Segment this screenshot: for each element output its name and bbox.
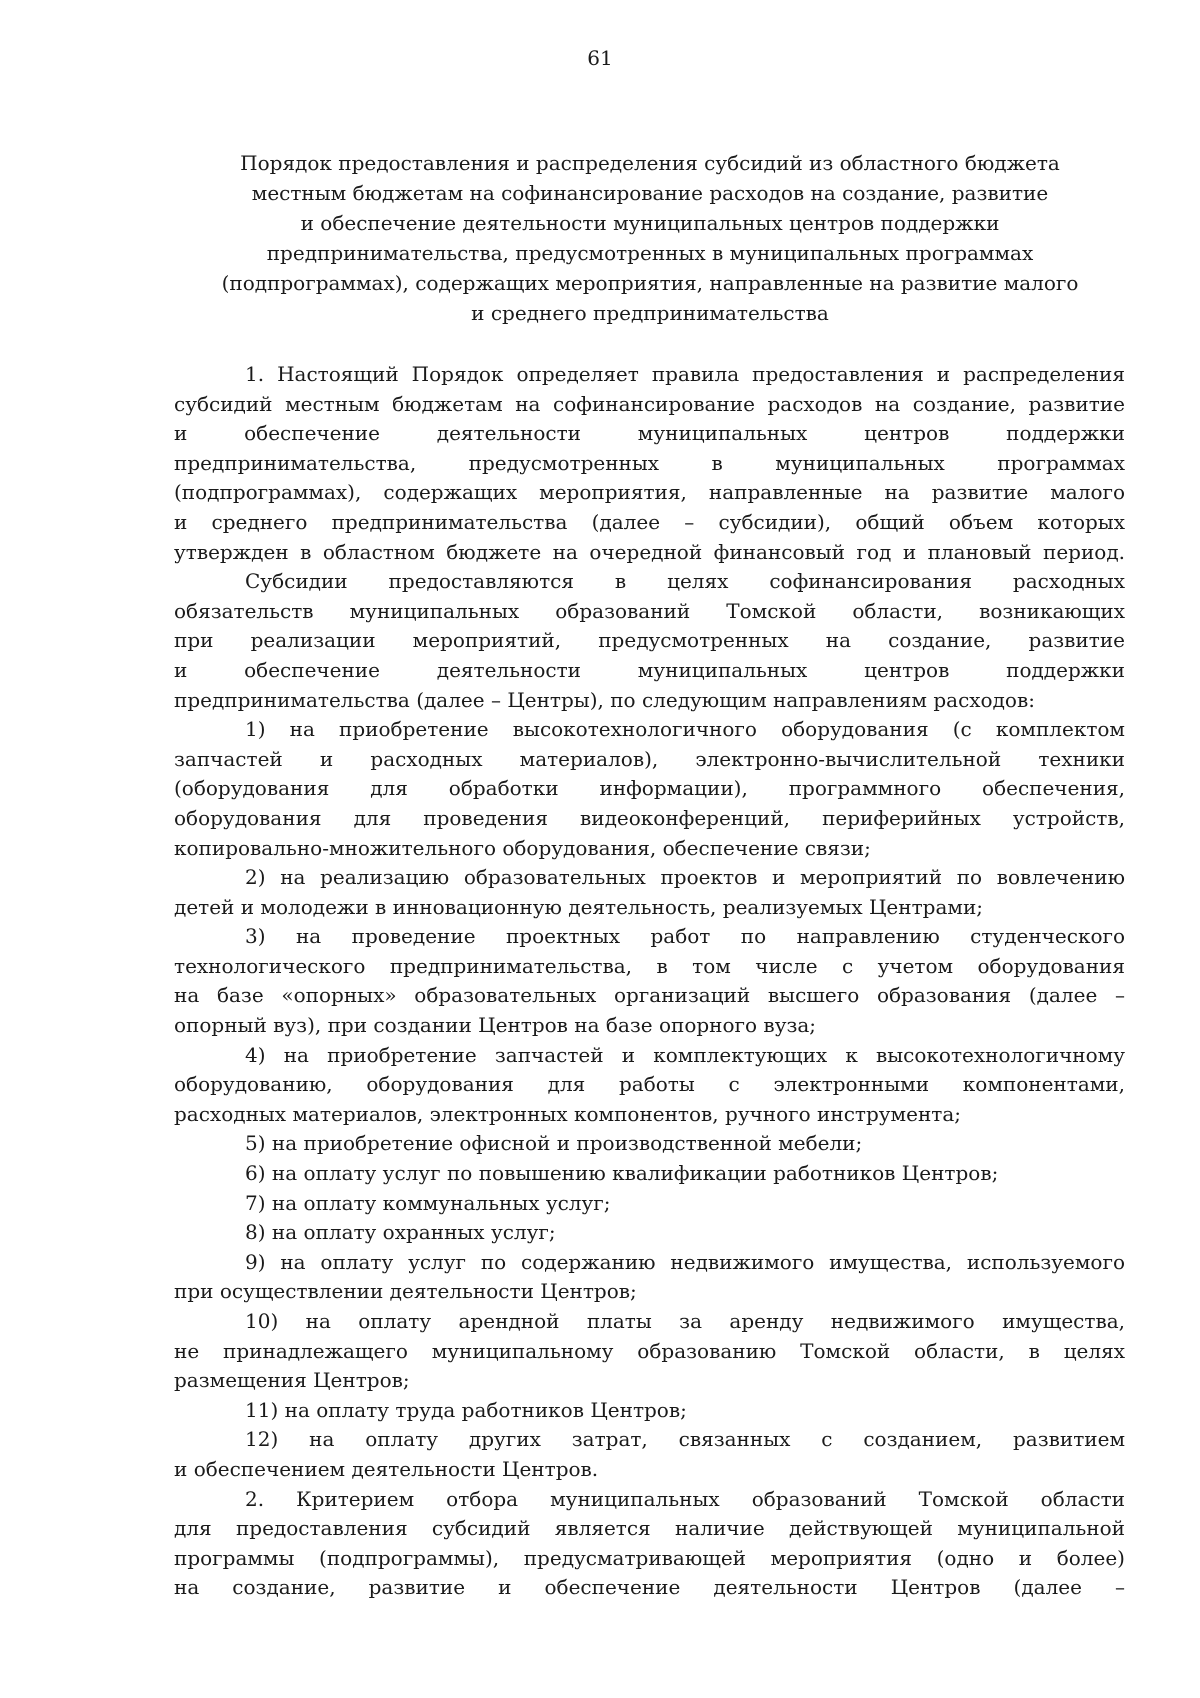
list-item-12 — [174, 1425, 1125, 1484]
text-line: 9) на оплату услуг по содержанию недвижимого имущества, используемого — [245, 1249, 1125, 1274]
text-line: на базе «опорных» образовательных организаций высшего образования (далее – — [174, 983, 1125, 1008]
text-line: (подпрограммах), содержащих мероприятия, направленные на развитие малого — [174, 480, 1125, 505]
list-item-8 — [174, 1218, 1125, 1248]
text-line: 7) на оплату коммунальных услуг; — [245, 1190, 611, 1215]
text-line: предпринимательства (далее – Центры), по следующим направлениям расходов: — [174, 687, 1035, 712]
title-line: и среднего предпринимательства — [471, 301, 829, 325]
list-item-7 — [174, 1189, 1125, 1219]
text-line: предпринимательства, предусмотренных в муниципальных программах — [174, 450, 1125, 475]
text-line: при осуществлении деятельности Центров; — [174, 1279, 637, 1304]
list-item-4 — [174, 1041, 1125, 1130]
text-line: программы (подпрограммы), предусматривающей мероприятия (одно и более) — [174, 1545, 1125, 1570]
list-item-11 — [174, 1396, 1125, 1426]
paragraph-subsidies — [174, 567, 1125, 715]
text-line: технологического предпринимательства, в том числе с учетом оборудования — [174, 953, 1125, 978]
list-item-3 — [174, 922, 1125, 1040]
text-line: размещения Центров; — [174, 1368, 410, 1393]
text-line: при реализации мероприятий, предусмотренных на создание, развитие — [174, 628, 1125, 653]
text-line: и обеспечением деятельности Центров. — [174, 1456, 599, 1481]
text-line: детей и молодежи в инновационную деятельность, реализуемых Центрами; — [174, 894, 984, 919]
list-item-5 — [174, 1129, 1125, 1159]
text-line: 6) на оплату услуг по повышению квалификации работников Центров; — [245, 1161, 999, 1186]
text-line: 1) на приобретение высокотехнологичного оборудования (с комплектом — [245, 717, 1125, 742]
text-line: оборудования для проведения видеоконференций, периферийных устройств, — [174, 805, 1125, 830]
list-item-9 — [174, 1248, 1125, 1307]
text-line: не принадлежащего муниципальному образованию Томской области, в целях — [174, 1338, 1125, 1363]
text-line: и обеспечение деятельности муниципальных центров поддержки — [174, 657, 1125, 682]
text-line: 4) на приобретение запчастей и комплектующих к высокотехнологичному — [245, 1042, 1125, 1067]
title-line: предпринимательства, предусмотренных в муниципальных программах — [266, 241, 1034, 265]
title-line: местным бюджетам на софинансирование расходов на создание, развитие — [251, 181, 1049, 205]
text-line: для предоставления субсидий является наличие действующей муниципальной — [174, 1516, 1125, 1541]
text-line: расходных материалов, электронных компонентов, ручного инструмента; — [174, 1101, 962, 1126]
text-line: и обеспечение деятельности муниципальных центров поддержки — [174, 421, 1125, 446]
text-line: и среднего предпринимательства (далее – субсидии), общий объем которых — [174, 509, 1125, 534]
text-line: опорный вуз), при создании Центров на базе опорного вуза; — [174, 1013, 817, 1038]
page-number: 61 — [587, 46, 613, 70]
text-line: утвержден в областном бюджете на очередной финансовый год и плановый период. — [174, 539, 1125, 564]
text-line: (оборудования для обработки информации), программного обеспечения, — [174, 776, 1125, 801]
text-line: 2. Критерием отбора муниципальных образований Томской области — [245, 1486, 1125, 1511]
list-item-10 — [174, 1307, 1125, 1396]
document-title — [175, 148, 1125, 328]
title-line: Порядок предоставления и распределения субсидий из областного бюджета — [240, 151, 1060, 175]
list-item-2 — [174, 863, 1125, 922]
text-line: 11) на оплату труда работников Центров; — [245, 1397, 687, 1422]
text-line: оборудованию, оборудования для работы с электронными компонентами, — [174, 1072, 1125, 1097]
list-item-1 — [174, 715, 1125, 863]
list-item-6 — [174, 1159, 1125, 1189]
text-line: 10) на оплату арендной платы за аренду недвижимого имущества, — [245, 1309, 1125, 1333]
document-body — [174, 360, 1125, 1603]
paragraph-1 — [174, 360, 1125, 567]
text-line: 1. Настоящий Порядок определяет правила предоставления и распределения — [245, 362, 1125, 386]
text-line: 2) на реализацию образовательных проектов и мероприятий по вовлечению — [245, 865, 1125, 890]
paragraph-2 — [174, 1485, 1125, 1603]
text-line: 8) на оплату охранных услуг; — [245, 1220, 556, 1245]
text-line: 3) на проведение проектных работ по направлению студенческого — [245, 924, 1125, 949]
title-line: и обеспечение деятельности муниципальных центров поддержки — [300, 211, 1000, 235]
text-line: на создание, развитие и обеспечение деятельности Центров (далее – — [174, 1575, 1125, 1600]
text-line: копировально-множительного оборудования, обеспечение связи; — [174, 835, 871, 860]
text-line: субсидий местным бюджетам на софинансирование расходов на создание, развитие — [174, 391, 1125, 416]
title-line: (подпрограммах), содержащих мероприятия, направленные на развитие малого — [221, 271, 1079, 295]
text-line: запчастей и расходных материалов), электронно-вычислительной техники — [174, 746, 1125, 771]
text-line: обязательств муниципальных образований Томской области, возникающих — [174, 598, 1125, 623]
text-line: Субсидии предоставляются в целях софинансирования расходных — [245, 569, 1125, 594]
text-line: 12) на оплату других затрат, связанных с созданием, развитием — [245, 1427, 1125, 1452]
text-line: 5) на приобретение офисной и производственной мебели; — [245, 1131, 863, 1156]
